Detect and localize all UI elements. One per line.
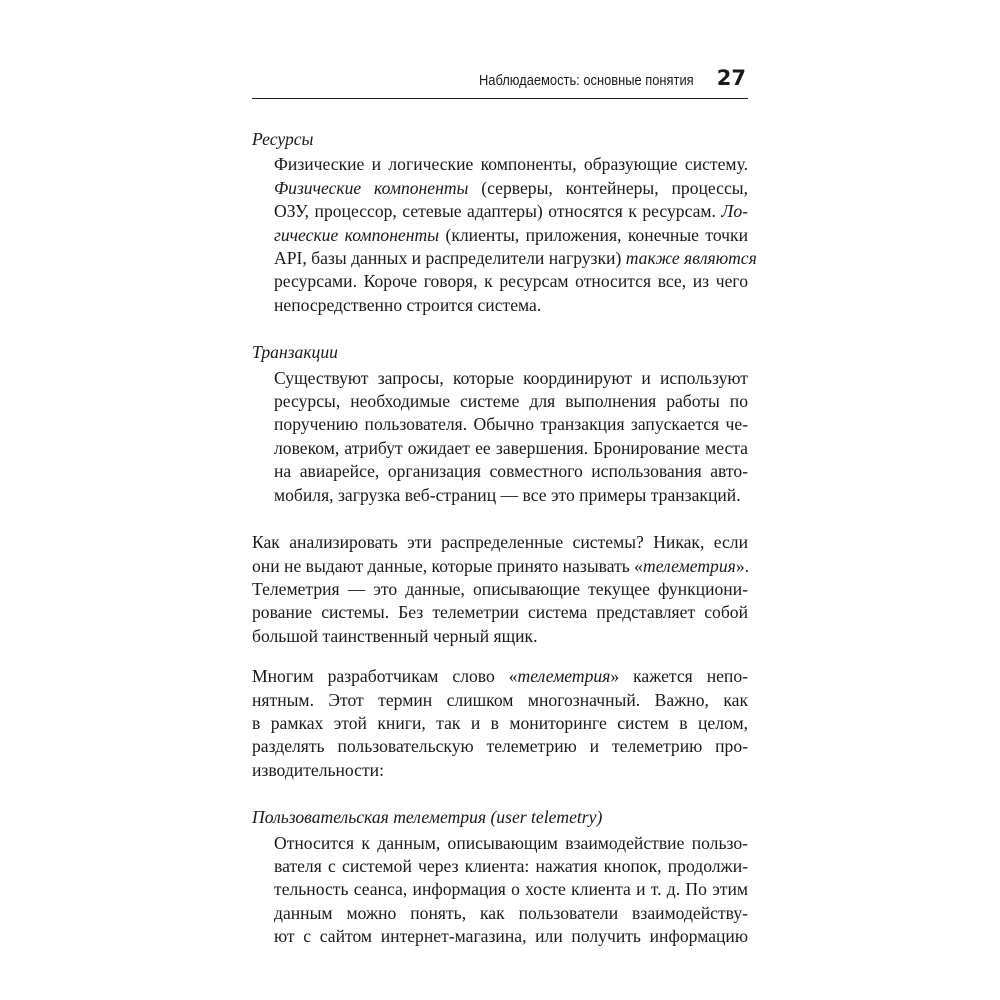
paragraph-telemetry-types bbox=[252, 665, 748, 782]
emphasis: также являются bbox=[625, 248, 757, 269]
text-line: ОЗУ, процессор, сетевые адаптеры) относятся к ресурсам. Ло- bbox=[274, 201, 748, 222]
text-line: большой таинственный черный ящик. bbox=[252, 625, 538, 646]
text-line: мобиля, загрузка веб-страниц — все это примеры транзакций. bbox=[274, 484, 741, 505]
text-line: тельность сеанса, информация о хосте клиента и т. д. По этим bbox=[274, 879, 748, 900]
text-line: непосредственно строится система. bbox=[274, 294, 542, 315]
text-line: нятным. Этот термин слишком многозначный. Важно, как bbox=[252, 689, 748, 710]
emphasis: Физические компоненты bbox=[274, 177, 469, 198]
definition-resources bbox=[274, 153, 757, 317]
text-line: поручению пользователя. Обычно транзакция запускается че- bbox=[274, 414, 748, 435]
text-line: Физические и логические компоненты, образующие систему. bbox=[274, 154, 748, 175]
running-header bbox=[252, 64, 748, 99]
text-line: Относится к данным, описывающим взаимодействие пользо- bbox=[274, 832, 748, 853]
paragraph-distributed-systems bbox=[252, 531, 748, 648]
emphasis: Ло- bbox=[721, 201, 748, 222]
text-line: ловеком, атрибут ожидает ее завершения. Бронирование места bbox=[274, 437, 748, 458]
emphasis: телеметрия bbox=[642, 555, 736, 576]
text-line: Телеметрия — это данные, описывающие текущее функциони- bbox=[252, 578, 748, 599]
text-line: Физические компоненты (серверы, контейнеры, процессы, bbox=[274, 177, 748, 198]
text-line: вателя с системой через клиента: нажатия кнопок, продолжи- bbox=[274, 855, 748, 876]
text-line: в рамках этой книги, так и в мониторинге систем в целом, bbox=[252, 712, 748, 733]
text-line: Как анализировать эти распределенные системы? Никак, если bbox=[252, 532, 748, 553]
page-body bbox=[252, 128, 757, 949]
definition-transactions bbox=[274, 367, 748, 507]
text-line: Многим разработчикам слово «телеметрия» кажется непо- bbox=[252, 666, 748, 687]
term-user-telemetry: Пользовательская телеметрия (user telemetry) bbox=[252, 807, 603, 828]
text-line: ют с сайтом интернет-магазина, или получить информацию bbox=[274, 926, 748, 947]
emphasis: гические компоненты bbox=[274, 224, 440, 245]
text-line: ресурсы, необходимые системе для выполнения работы по bbox=[274, 391, 748, 412]
text-line: они не выдают данные, которые принято называть «телеметрия». bbox=[252, 555, 750, 576]
page-number: 27 bbox=[716, 66, 746, 90]
text-line: изводительности: bbox=[252, 759, 384, 780]
text-line: разделять пользовательскую телеметрию и телеметрию про- bbox=[252, 736, 748, 757]
text-line: данным можно понять, как пользователи взаимодейству- bbox=[274, 902, 748, 923]
emphasis: телеметрия bbox=[517, 666, 611, 687]
text-line: API, базы данных и распределители нагрузки) также являются bbox=[274, 248, 757, 269]
term-resources: Ресурсы bbox=[252, 129, 314, 149]
term-transactions: Транзакции bbox=[252, 342, 338, 363]
chapter-title: Наблюдаемость: основные понятия bbox=[479, 72, 694, 89]
text-line: ресурсами. Короче говоря, к ресурсам относится все, из чего bbox=[274, 271, 748, 292]
text-line: Существуют запросы, которые координируют и используют bbox=[274, 367, 748, 388]
definition-user-telemetry bbox=[274, 832, 748, 949]
text-line: рование системы. Без телеметрии система представляет собой bbox=[252, 602, 748, 623]
text-line: на авиарейсе, организация совместного использования авто- bbox=[274, 461, 748, 482]
text-line: гические компоненты (клиенты, приложения, конечные точки bbox=[274, 224, 748, 245]
